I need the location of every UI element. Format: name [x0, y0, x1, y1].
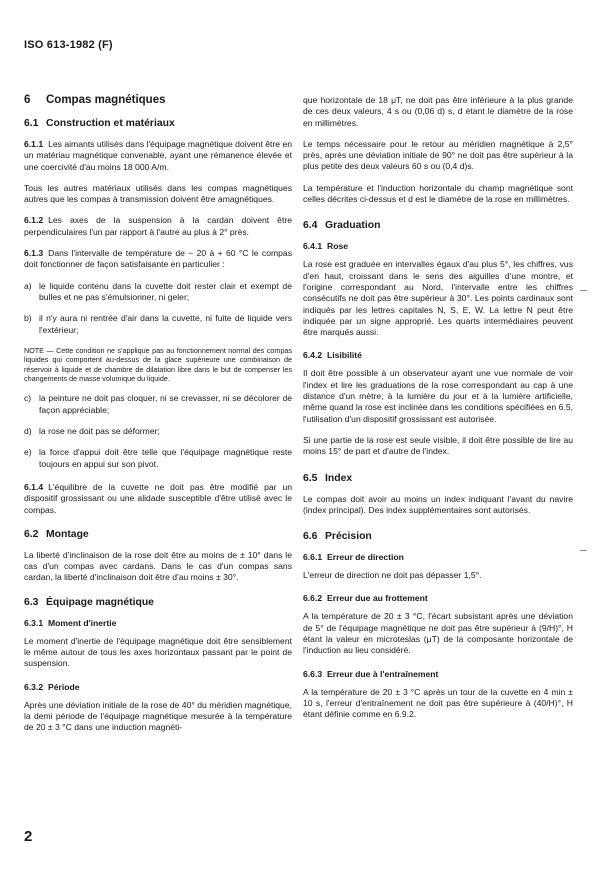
clause-6-3-2-text: Après une déviation initiale de la rose de 40° du méridien magnétique, la demi période de l'équipage magnétique mesurée à la température de 20 ± 3 °C dans une induction magnéti- — [24, 699, 292, 733]
margin-mark — [580, 550, 587, 551]
clause-6-3-1-text: Le moment d'inertie de l'équipage magnétique doit être sensiblement le même autour de tous les axes horizontaux passant par le point de suspension. — [24, 635, 292, 669]
section-6-heading: 6 Compas magnétiques — [24, 94, 166, 106]
section-6-4-heading: 6.4 Graduation — [303, 220, 381, 232]
clause-6-1-1-paragraph-2: Tous les autres matériaux utilisés dans les compas magnétiques autres que les compas à transmission doivent être amagnétiques. — [24, 182, 292, 205]
section-6-4-1-heading: 6.4.1 Rose — [303, 241, 349, 252]
clause-6-1-2: 6.1.2 Les axes de la suspension à la cardan doivent être perpendiculaires l'un par rapport à l'autre au plus à 2° près. — [24, 215, 292, 237]
section-6-6-heading: 6.6 Précision — [303, 531, 372, 543]
section-6-3-1-heading: 6.3.1 Moment d'inertie — [24, 617, 117, 628]
clause-6-6-3-text: A la température de 20 ± 3 °C après un tour de la cuvette en 4 min ± 10 s, l'erreur d'entraînement ne doit pas être supérieure à (40/H)°, H étant définie comme en 6.9.2. — [303, 686, 573, 720]
document-header: ISO 613-1982 (F) — [24, 39, 113, 51]
clause-6-4-1-text: La rose est graduée en intervalles égaux d'au plus 5°, les chiffres, vus d'en haut, croissant dans le sens des aiguilles d'une montre, et l'origine correspondant au Nord, l'intervalle entre les chiffres consécutifs ne doit pas être supérieur à 30°. Les points cardinaux sont indiqués par les lettres capitales N, S, E, W. La lettre N peut être indiquée par un signe approprié. Les quarts intermédiaires peuvent être marqués aussi. — [303, 259, 573, 338]
clause-6-4-2-text: Il doit être possible à un observateur ayant une vue normale de voir l'index et lire les graduations de la rose correspondant au cap à une distance d'un mètre, à la lumière du jour et à la lumière artificielle, même quand la rose est inclinée dans les conditions spécifiées en 6.5, l'utilisation d'un dispositif grossissant est autorisée. — [303, 368, 573, 424]
section-6-5-heading: 6.5 Index — [303, 472, 353, 484]
section-6-6-3-heading: 6.6.3 Erreur due à l'entraînement — [303, 668, 439, 679]
clause-6-3-2-paragraph-2: Le temps nécessaire pour le retour au méridien magnétique à 2,5° près, après une déviation initiale de 90° ne doit pas être supérieur à la plus petite des deux valeurs 60 s ou (0,4 d)s. — [303, 138, 573, 172]
list-item-e: e) la force d'appui doit être telle que l'équipage magnétique reste toujours en appui sur son pivot. — [24, 447, 292, 469]
list-item-b: b) il n'y aura ni rentrée d'air dans la cuvette, ni fuite de liquide vers l'extérieur; — [24, 313, 292, 335]
section-6-2-heading: 6.2 Montage — [24, 528, 89, 540]
section-6-3-heading: 6.3 Équipage magnétique — [24, 596, 154, 608]
section-6-4-2-heading: 6.4.2 Lisibilité — [303, 350, 362, 361]
section-6-1-heading: 6.1 Construction et matériaux — [24, 118, 175, 129]
left-column — [24, 93, 292, 734]
section-6-6-1-heading: 6.6.1 Erreur de direction — [303, 552, 404, 563]
clause-6-6-2-text: A la température de 20 ± 3 °C, l'écart subsistant après une déviation de 5° de l'équipage magnétique ne doit pas être supérieur à (9/H)°, H étant la valeur en microteslas (μT) de la composante horizontale de l'induction au lieu considéré. — [303, 611, 573, 656]
page-number: 2 — [24, 828, 33, 845]
clause-6-3-2-continued: que horizontale de 18 μT, ne doit pas être inférieure à la plus grande de ces deux valeurs, 4 s ou (0,06 d) s, d étant le diamètre de la rose en millimètres. — [303, 95, 573, 128]
list-item-c: c) la peinture ne doit pas cloquer, ni se crevasser, ni se décolorer de façon appréciable; — [24, 393, 292, 415]
section-6-3-2-heading: 6.3.2 Période — [24, 681, 80, 692]
clause-6-1-4: 6.1.4 L'équilibre de la cuvette ne doit pas être modifié par un dispositif grossissant ou une alidade susceptible d'être utilisé avec le compas. — [24, 481, 292, 515]
clause-6-2-text: La liberté d'inclinaison de la rose doit être au moins de ± 10° dans le cas d'un compas avec cardans. Dans le cas d'un compas sans cardan, la liberté d'inclinaison doit être d'au moins ± 30°. — [24, 549, 292, 583]
list-item-d: d) la rose ne doit pas se déformer; — [24, 426, 160, 437]
section-6-6-2-heading: 6.6.2 Erreur due au frottement — [303, 593, 428, 604]
clause-6-1-3: 6.1.3 Dans l'intervalle de température de − 20 à + 60 °C le compas doit fonctionner de façon satisfaisante en particulier : — [24, 248, 292, 270]
clause-6-5-text: Le compas doit avoir au moins un index indiquant l'avant du navire (index principal). Des index supplémentaires sont autorisés. — [303, 493, 573, 515]
margin-mark — [580, 290, 587, 291]
right-column — [303, 95, 573, 721]
clause-6-1-1: 6.1.1 Les aimants utilisés dans l'équipage magnétique doivent être en un matériau magnétique convenable, ayant une rémanence élevée et une coercivité d'au moins 18 000 A/m. — [24, 139, 292, 172]
list-item-a: a) le liquide contenu dans la cuvette doit rester clair et exempt de bulles et ne pas s'émulsionner, ni geler; — [24, 280, 292, 302]
clause-6-6-1-text: L'erreur de direction ne doit pas dépasser 1,5°. — [303, 570, 482, 581]
clause-6-4-2-paragraph-2: Si une partie de la rose est seule visible, il doit être possible de lire au moins 15° de part et d'autre de l'index. — [303, 434, 573, 457]
note: NOTE — Cette condition ne s'applique pas au fonctionnement normal des compas liquides qui comportent au-dessus de la glace supérieure une combinaison de réservoir à liquide et de chambre de dilatation libre dans le but de compenser les changements de masse volumique du liquide. — [24, 345, 292, 384]
clause-6-3-2-paragraph-3: La température et l'induction horizontale du champ magnétique sont celles décrites ci-dessus et d est le diamètre de la rose en millimètres. — [303, 182, 573, 205]
